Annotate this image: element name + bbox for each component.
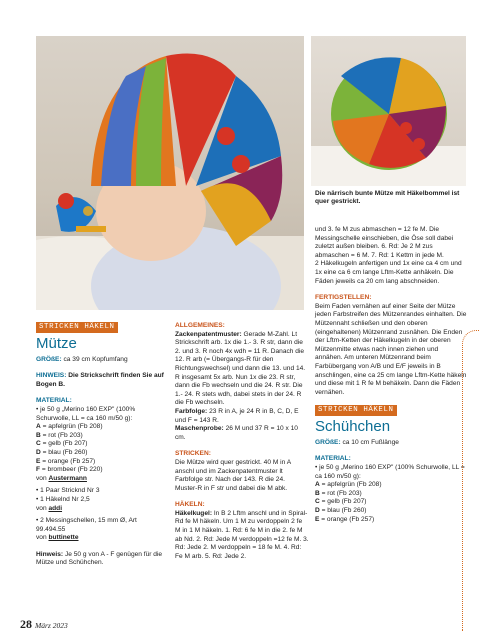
hat-top-illustration (311, 36, 466, 186)
knitting-heading: STRICKEN: (175, 450, 211, 458)
shoes-color-a: A = apfelgrün (Fb 208) (315, 481, 382, 489)
color-f: F = brombeer (Fb 220) (36, 466, 103, 474)
general-heading: ALLGEMEINES: (175, 322, 225, 329)
hint-line: HINWEIS: Die Strickschrift finden Sie auf Bogen B. (36, 372, 164, 388)
column-2 (175, 322, 309, 561)
shoes-material-intro: • je 50 g „Merino 160 EXP" (100% Schurwolle, LL = ca 160 m/50 g): (315, 464, 465, 480)
shoes-color-c: C = gelb (Fb 207) (315, 498, 367, 506)
color-b: B = rot (Fb 203) (36, 431, 83, 439)
supplier-buttinette: von buttinette (36, 534, 79, 542)
detail-photo (311, 36, 466, 186)
shoes-size-line: GRÖßE: ca 10 cm Fußlänge (315, 438, 399, 446)
supplier-addi: von addi (36, 504, 63, 512)
needle-crochet: • 1 Häkelnd Nr 2,5 (36, 495, 90, 503)
material-intro: • je 50 g „Merino 160 EXP" (100% Schurwolle, LL = ca 160 m/50 g): (36, 405, 136, 422)
category-tag-2: STRICKEN HÄKELN (315, 405, 397, 416)
shoes-color-b: B = rot (Fb 203) (315, 489, 362, 497)
color-d: D = blau (Fb 260) (36, 448, 88, 456)
column-1 (36, 322, 166, 568)
shoes-color-e: E = orange (Fb 257) (315, 515, 375, 523)
supplier-austermann: von Austermann (36, 474, 87, 482)
photo-caption: Die närrisch bunte Mütze mit Häkelbommel ist quer gestrickt. (315, 190, 460, 206)
crochet-ball-text: Häkelkugel: In B 2 Lftm anschl und in Spiral-Rd fe M häkeln. Um 1 M zu verdoppeln 2 fe M in 1 M häkeln. 1. Rd: 6 fe M in die 2. fe M ab Nd. 2. Rd: Jede M verdoppeln =12 fe M. 3. Rd: Jede 2. M verdoppeln = 18 fe M. 4. Rd: Fe M arb. 5. Rd: Jede 2. (175, 509, 309, 560)
shoes-color-d: D = blau (Fb 260) (315, 507, 367, 515)
color-order: Farbfolge: 23 R in A, je 24 R in B, C, D, E und F = 143 R. (175, 407, 299, 424)
crochet-continued-2: 2 Häkelkugeln anfertigen und 1x eine ca 4 cm und 1x eine ca 6 cm lange Lftm-Kette anhäkeln. Die Fäden jeweils ca 20 cm lang abschneiden. (315, 260, 462, 285)
shoes-material-heading: MATERIAL: (315, 455, 351, 463)
finishing-heading: FERTIGSTELLEN: (315, 294, 372, 302)
column-3 (315, 226, 467, 524)
page-footer (20, 617, 68, 632)
color-a: A = apfelgrün (Fb 208) (36, 423, 103, 431)
note-line: Hinweis: Je 50 g von A - F genügen für die Mütze und Schühchen. (36, 550, 163, 567)
issue-month: März 2023 (35, 621, 68, 630)
size-line: GRÖßE: ca 39 cm Kopfumfang (36, 355, 128, 363)
article-title: Mütze (36, 334, 77, 352)
material-heading: MATERIAL: (36, 397, 72, 405)
decorative-dotted-line (462, 330, 480, 631)
pattern-text: Zackenpatentmuster: Gerade M-Zahl. Lt Strickschrift arb. 1x die 1.- 3. R str, dann die 2. und 3. R noch 4x wdh = 11 R. Danach die 12. R arb (= Übergangs-R für den Richtungswechsel) und dann die 13. und 14. R insgesamt 5x arb. Nun 1x die 23. R str, dann die Fb wechseln und die 24. R str. Die 1.- 24. R stets wdh, dabei stets in der 24. R die Fb wechseln. (175, 330, 306, 407)
color-e: E = orange (Fb 257) (36, 457, 96, 465)
finishing-text: Beim Faden vernähen auf einer Seite der Mütze jeden Farbstreifen des Mützenrandes einhalten. Die Mützennaht schließen und den oberen (eingehaltenen) Mützenrand zusnähen. Die Enden der Lftm-Ketten der Häkelkugeln in der oberen Mützenmitte etwas nach innen ziehen und annähen. Am unteren Mützenrand beim Farbübergang von A/B und E/F jeweils in B anschlingen, eine ca 25 cm lange Lftm-Kette häkeln und diese mit 1 R fe M behäkeln. Dann die Fäden vernähen. (315, 302, 467, 396)
main-photo (36, 36, 304, 310)
page-number: 28 (20, 617, 32, 631)
baby-hat-illustration (36, 36, 304, 310)
gauge: Maschenprobe: 26 M und 37 R = 10 x 10 cm. (175, 425, 298, 441)
needle-knit: • 1 Paar Stricknd Nr 3 (36, 487, 100, 495)
category-tag: STRICKEN HÄKELN (36, 322, 118, 333)
snaps-line: • 2 Messingschellen, 15 mm Ø, Art 99.494.55 (36, 517, 137, 533)
color-c: C = gelb (Fb 207) (36, 440, 88, 448)
knitting-text: Die Mütze wird quer gestrickt. 40 M in A anschl und im Zackenpatentmuster lt Farbfolge str. Nach der 143. R die 24. Muster-R in F str und dabei die M abk. (175, 458, 291, 492)
crochet-heading: HÄKELN: (175, 501, 205, 509)
shoes-title: Schühchen (315, 417, 391, 435)
crochet-continued: und 3. fe M zus abmaschen = 12 fe M. Die Messingschelle einschieben, die Öse soll dabei zuletzt außen bleiben. 6. Rd: Je 2 M zus abmaschen = 6 M. 7. Rd: 1 Kettm in jede M. (315, 226, 454, 259)
